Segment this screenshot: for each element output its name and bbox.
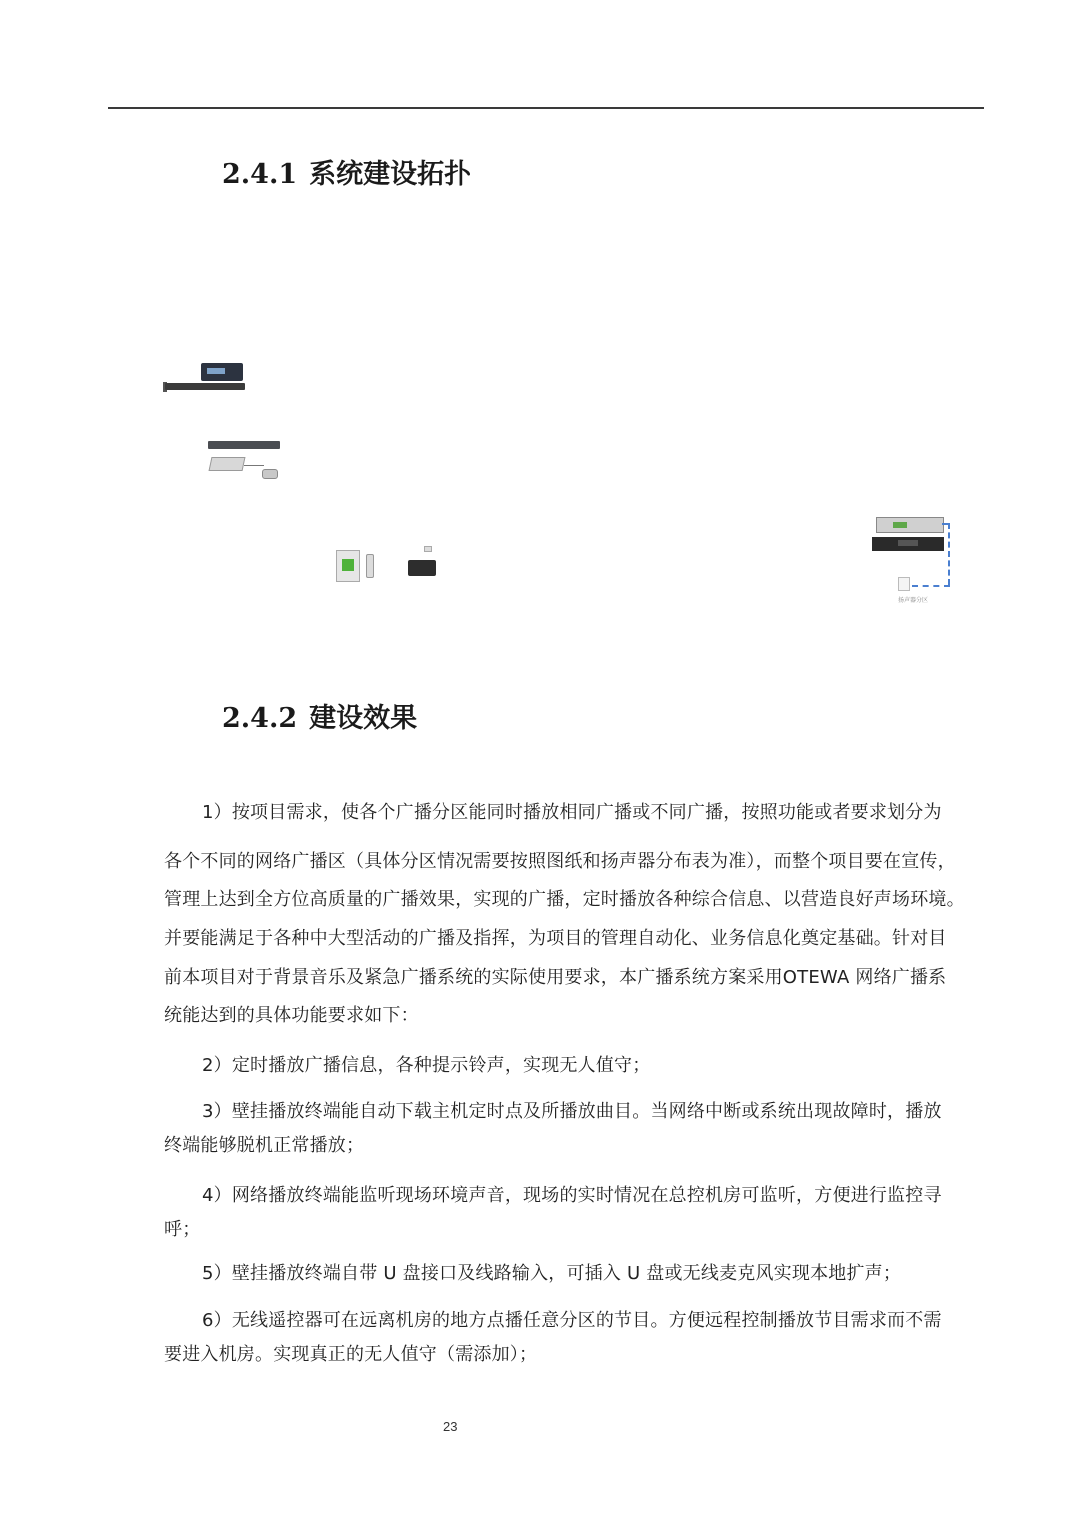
controller-screen xyxy=(201,363,243,381)
terminal-box xyxy=(262,469,278,479)
network-switch-image xyxy=(208,441,284,483)
section-heading-effect xyxy=(222,696,417,735)
speaker-zone-caption: 扬声器分区 xyxy=(898,597,929,604)
server-unit-bottom xyxy=(872,537,944,551)
server-rack-image xyxy=(872,517,968,609)
network-terminal-image xyxy=(408,546,438,578)
section-heading-topology xyxy=(222,152,471,191)
adapter-box xyxy=(209,457,246,471)
speaker-icon xyxy=(898,577,910,591)
section-number: 2.4.2 xyxy=(222,703,298,734)
remote-control xyxy=(366,554,374,578)
section-number: 2.4.1 xyxy=(222,159,298,190)
wall-panel xyxy=(336,550,360,582)
server-unit-top xyxy=(876,517,944,533)
header-rule xyxy=(108,107,984,109)
broadcast-controller-image xyxy=(165,363,247,393)
page-number: 23 xyxy=(443,1419,458,1434)
wall-terminal-image xyxy=(336,550,378,584)
connection-line xyxy=(948,523,950,585)
rack-unit xyxy=(165,383,245,390)
terminal-body xyxy=(408,560,436,576)
switch-bar xyxy=(208,441,280,449)
section-title: 建设效果 xyxy=(309,703,418,734)
section-title: 系统建设拓扑 xyxy=(309,159,472,190)
